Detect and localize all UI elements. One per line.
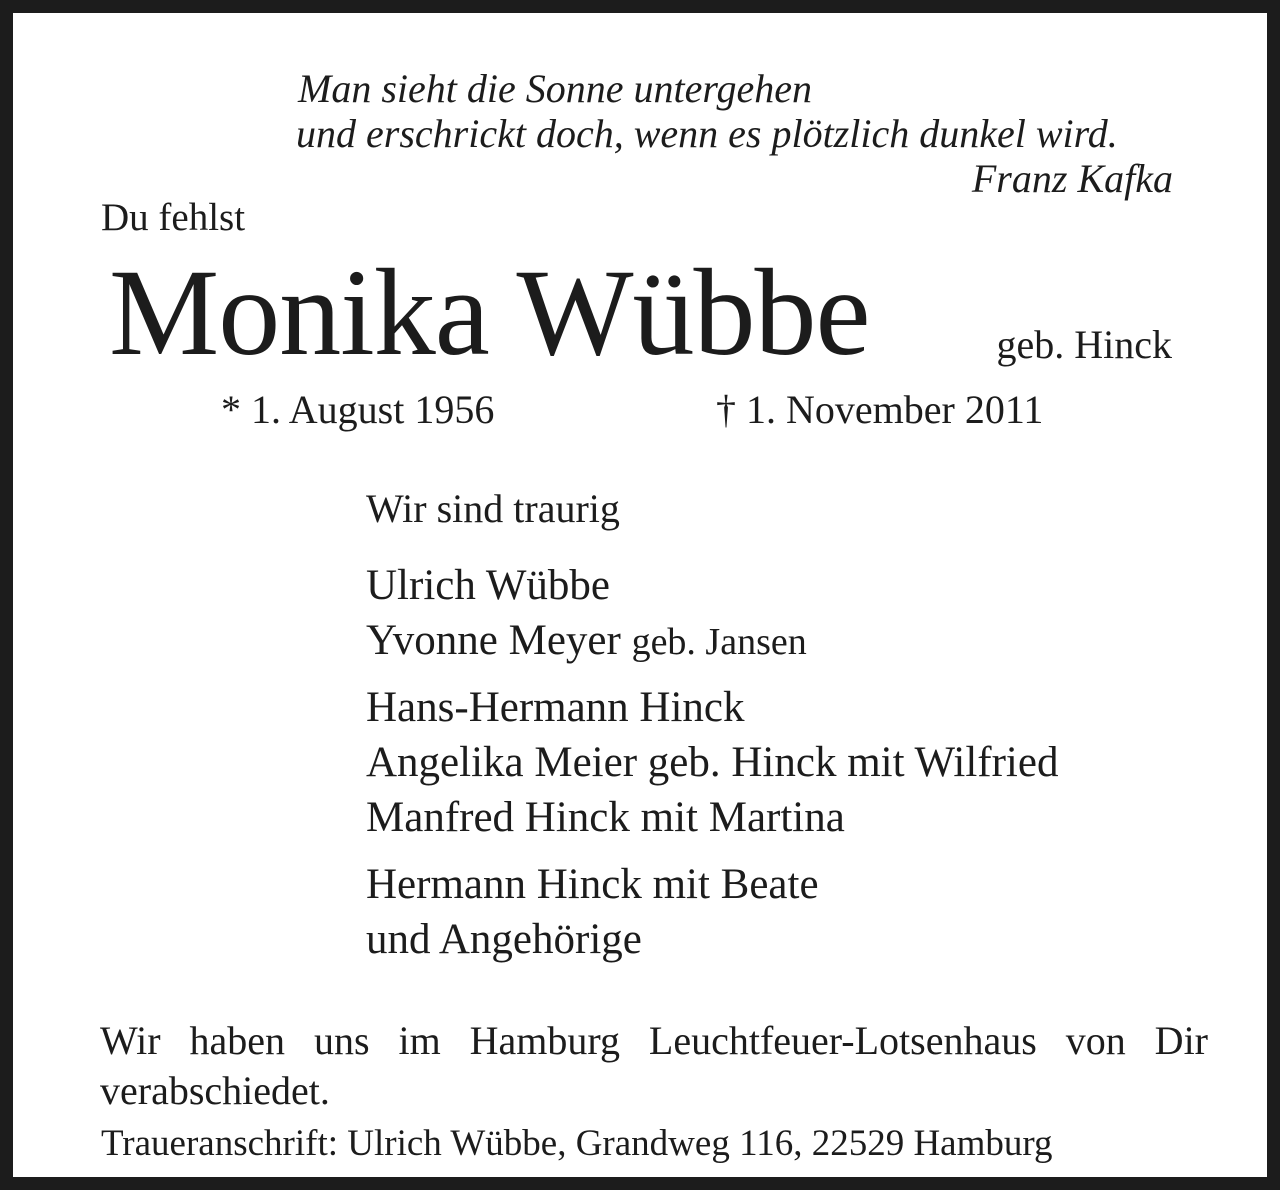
birth-date: * 1. August 1956 bbox=[221, 387, 495, 432]
quote-author: Franz Kafka bbox=[971, 156, 1173, 201]
mourner-row bbox=[366, 736, 1058, 791]
mourner-name: Yvonne Meyer bbox=[366, 617, 632, 664]
mourner-suffix: geb. Jansen bbox=[631, 621, 807, 663]
quote-line-2: und erschrickt doch, wenn es plötzlich dunkel wird. bbox=[296, 111, 1118, 156]
mourner-row bbox=[366, 913, 1058, 968]
quote-line-1: Man sieht die Sonne untergehen bbox=[298, 66, 812, 111]
mourner-name: Hans-Hermann Hinck bbox=[366, 684, 745, 731]
mourner-name: Ulrich Wübbe bbox=[366, 562, 610, 609]
mourners-intro: Wir sind traurig bbox=[366, 486, 620, 531]
mourner-name: und Angehörige bbox=[366, 916, 642, 963]
mourner-name: Manfred Hinck mit Martina bbox=[366, 794, 845, 841]
mourner-group bbox=[366, 681, 1058, 846]
mourner-row bbox=[366, 791, 1058, 846]
mourner-row bbox=[366, 559, 1058, 614]
mourner-name: Hermann Hinck mit Beate bbox=[366, 861, 819, 908]
mourner-row bbox=[366, 858, 1058, 913]
death-date: † 1. November 2011 bbox=[716, 387, 1044, 432]
mourning-address: Traueranschrift: Ulrich Wübbe, Grandweg 116, 22529 Hamburg bbox=[101, 1123, 1053, 1164]
mourner-group bbox=[366, 858, 1058, 968]
mourner-name: Angelika Meier geb. Hinck mit Wilfried bbox=[366, 739, 1059, 786]
mourner-row bbox=[366, 681, 1058, 736]
mourner-row bbox=[366, 614, 1058, 669]
deceased-name: Monika Wübbe bbox=[109, 244, 870, 381]
mourner-group bbox=[366, 559, 1058, 669]
lead-text: Du fehlst bbox=[101, 196, 246, 239]
farewell-text: Wir haben uns im Hamburg Leuchtfeuer-Lotsenhaus von Dir verabschiedet. bbox=[100, 1018, 1208, 1113]
mourners-block bbox=[366, 486, 1059, 980]
deceased-maiden-name: geb. Hinck bbox=[996, 322, 1172, 367]
